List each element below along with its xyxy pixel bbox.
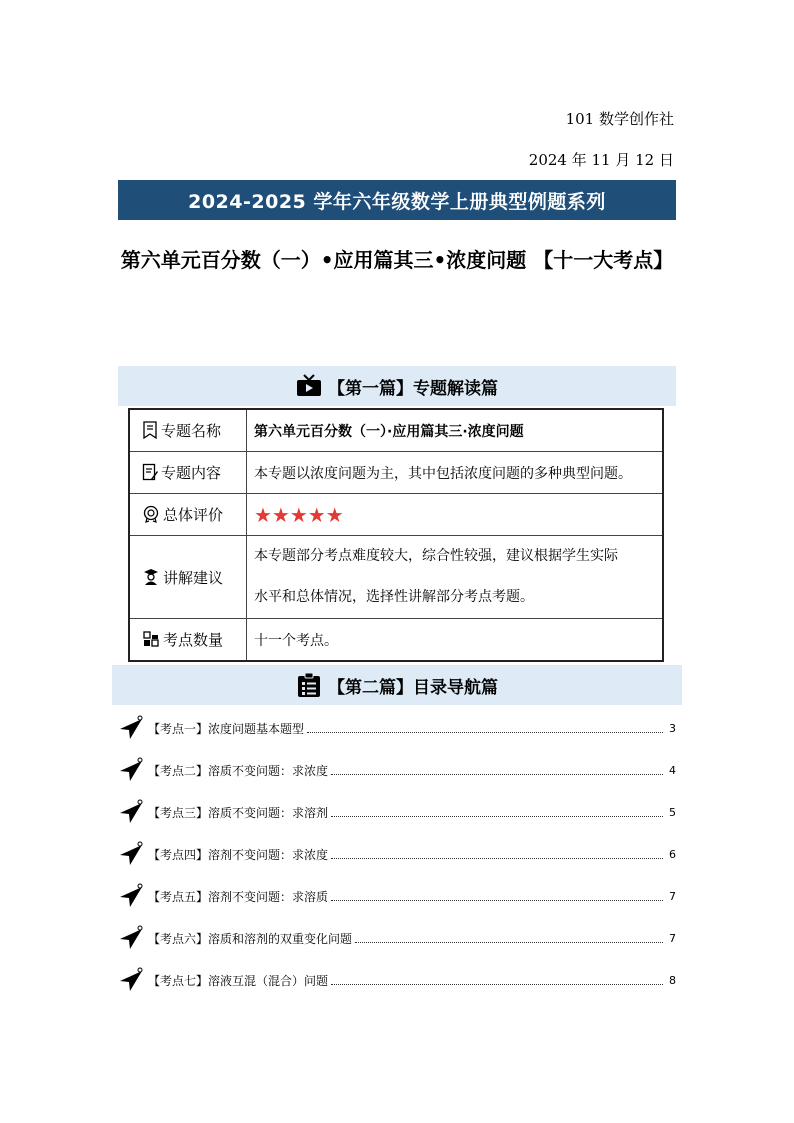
toc-item[interactable] <box>118 959 676 1001</box>
row-label: 专题名称 <box>161 422 222 440</box>
toc-item[interactable] <box>118 833 676 875</box>
toc-item[interactable] <box>118 917 676 959</box>
toc-item[interactable] <box>118 707 676 749</box>
toc-item[interactable] <box>118 875 676 917</box>
row-value: 第六单元百分数（一）·应用篇其三·浓度问题 <box>247 409 664 452</box>
table-row <box>129 494 663 536</box>
table-of-contents <box>118 707 676 1001</box>
row-value-line: 本专题部分考点难度较大，综合性较强，建议根据学生实际 <box>254 548 618 564</box>
navigation-arrow-icon <box>118 799 144 825</box>
table-row <box>129 409 663 452</box>
row-label: 考点数量 <box>163 631 224 649</box>
table-row <box>129 619 663 662</box>
row-value-line: 水平和总体情况，选择性讲解部分考点考题。 <box>254 589 534 605</box>
toc-label: 【考点四】溶剂不变问题：求浓度 <box>148 847 329 862</box>
rating-stars: ★★★★★ <box>254 502 344 527</box>
section-title: 【第一篇】专题解读篇 <box>328 378 498 399</box>
toc-page: 7 <box>669 931 676 945</box>
navigation-arrow-icon <box>118 925 144 951</box>
blocks-icon <box>142 630 160 648</box>
row-value: 十一个考点。 <box>247 619 664 662</box>
navigation-arrow-icon <box>118 883 144 909</box>
toc-leader <box>331 816 663 817</box>
row-label-cell <box>129 494 247 536</box>
toc-leader <box>307 732 663 733</box>
row-label: 总体评价 <box>163 506 224 524</box>
toc-leader <box>331 858 663 859</box>
document-date: 2024 年 11 月 12 日 <box>528 151 674 169</box>
document-edit-icon <box>142 463 158 481</box>
toc-page: 6 <box>669 847 676 861</box>
organization-name: 101 数学创作社 <box>565 110 674 128</box>
award-badge-icon <box>142 505 160 523</box>
toc-page: 8 <box>669 973 676 987</box>
toc-leader <box>355 942 663 943</box>
row-value: 本专题以浓度问题为主，其中包括浓度问题的多种典型问题。 <box>247 452 664 494</box>
row-label-cell <box>129 452 247 494</box>
toc-page: 3 <box>669 721 676 735</box>
toc-leader <box>331 774 663 775</box>
series-banner: 2024-2025 学年六年级数学上册典型例题系列 <box>118 180 676 220</box>
row-label-cell <box>129 536 247 619</box>
toc-label: 【考点七】溶液互混（混合）问题 <box>148 973 329 988</box>
toc-page: 7 <box>669 889 676 903</box>
tv-icon <box>296 374 322 398</box>
section-title: 【第二篇】目录导航篇 <box>328 677 498 698</box>
row-label: 讲解建议 <box>163 568 224 587</box>
toc-item[interactable] <box>118 791 676 833</box>
row-label: 专题内容 <box>161 464 222 482</box>
teacher-icon <box>142 568 160 586</box>
bookmark-list-icon <box>142 421 158 439</box>
navigation-arrow-icon <box>118 715 144 741</box>
section-header-interpretation <box>118 366 676 406</box>
row-value <box>247 536 664 619</box>
row-value <box>247 494 664 536</box>
toc-leader <box>331 900 663 901</box>
clipboard-list-icon <box>296 672 322 698</box>
row-label-cell <box>129 619 247 662</box>
toc-item[interactable] <box>118 749 676 791</box>
topic-info-table <box>128 408 664 662</box>
table-row <box>129 452 663 494</box>
section-header-navigation <box>112 665 682 705</box>
toc-label: 【考点二】溶质不变问题：求浓度 <box>148 763 329 778</box>
navigation-arrow-icon <box>118 967 144 993</box>
toc-label: 【考点六】溶质和溶剂的双重变化问题 <box>148 931 353 946</box>
toc-label: 【考点五】溶剂不变问题：求溶质 <box>148 889 329 904</box>
page-title: 第六单元百分数（一）•应用篇其三•浓度问题 【十一大考点】 <box>120 248 674 272</box>
navigation-arrow-icon <box>118 841 144 867</box>
toc-page: 5 <box>669 805 676 819</box>
toc-leader <box>331 984 663 985</box>
toc-label: 【考点三】溶质不变问题：求溶剂 <box>148 805 329 820</box>
toc-page: 4 <box>669 763 676 777</box>
row-label-cell <box>129 409 247 452</box>
table-row <box>129 536 663 619</box>
toc-label: 【考点一】浓度问题基本题型 <box>148 721 305 736</box>
navigation-arrow-icon <box>118 757 144 783</box>
